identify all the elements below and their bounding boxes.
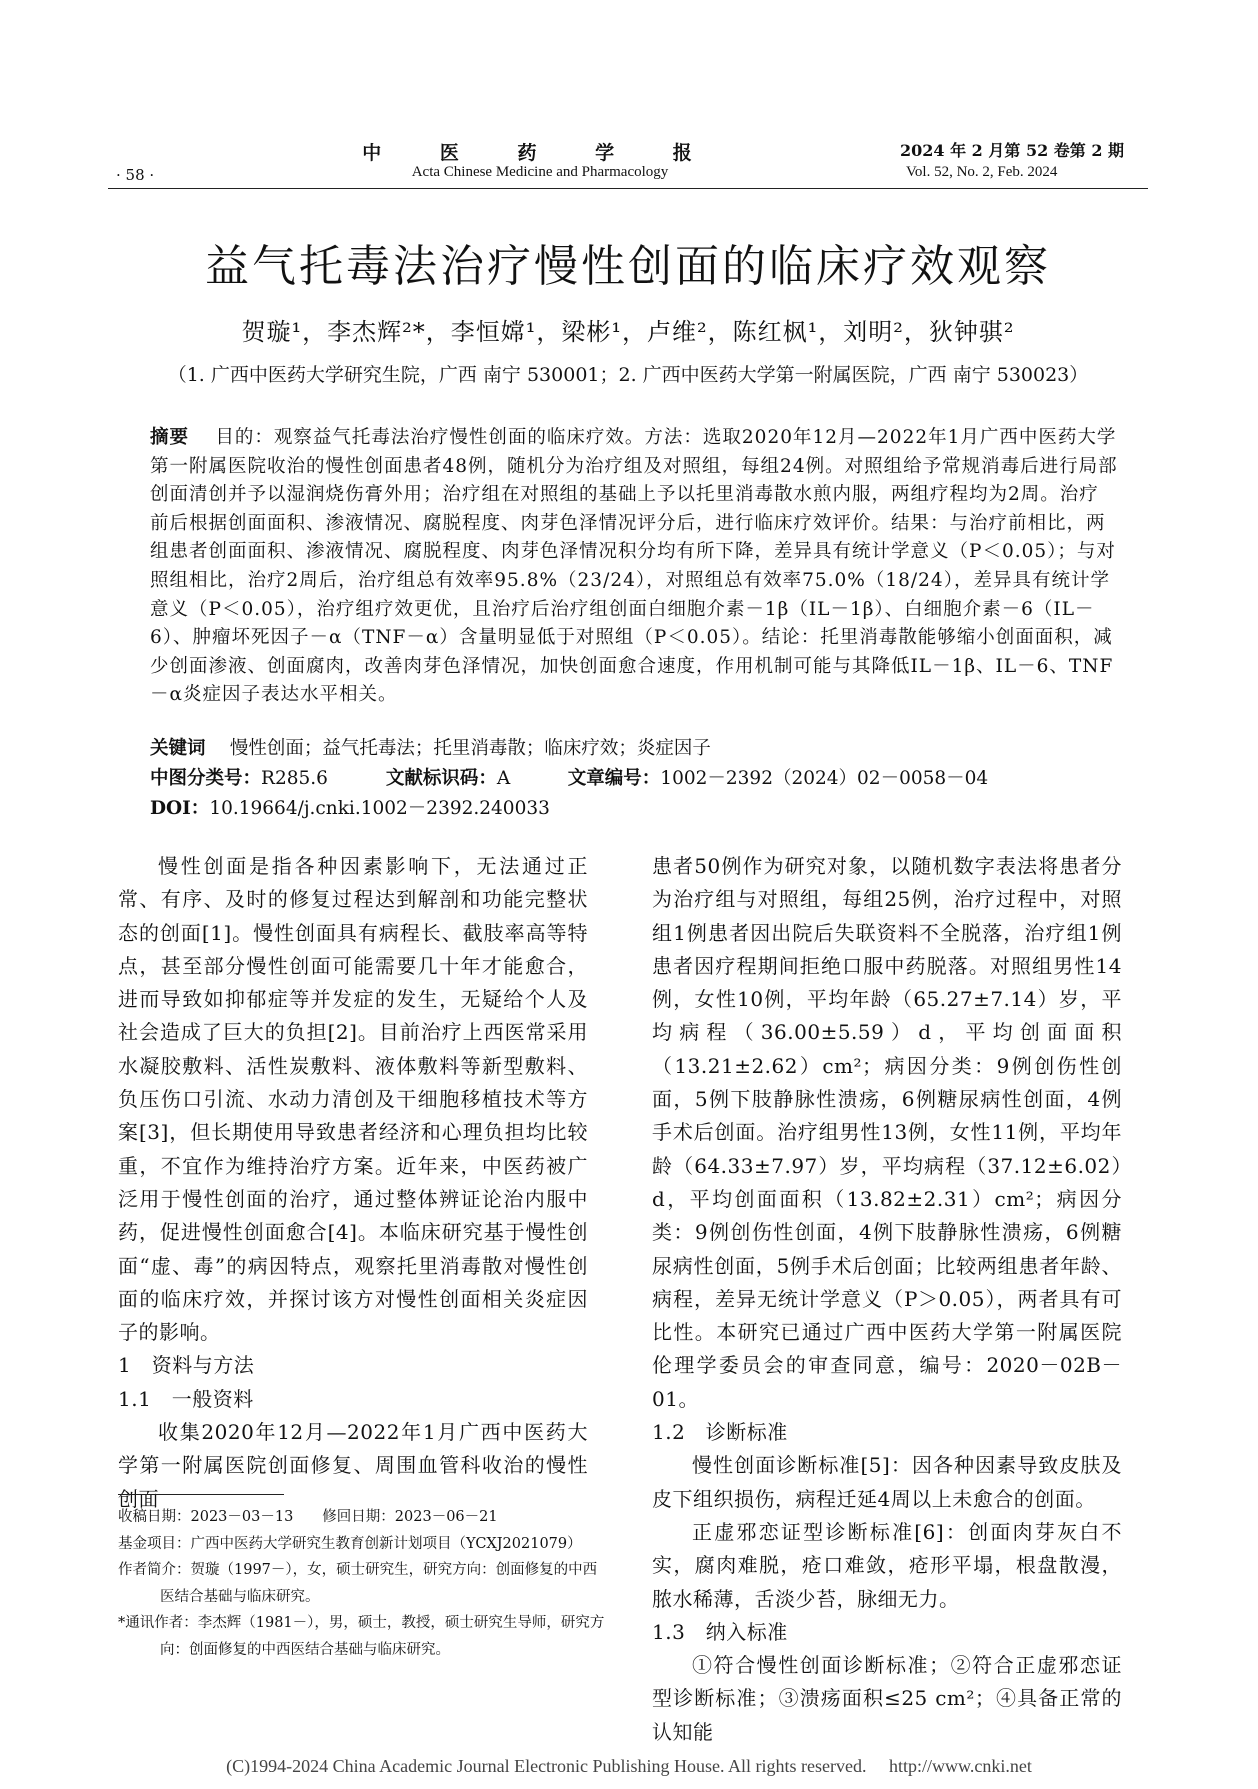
article-no-label: 文章编号： <box>567 768 661 789</box>
article-title: 益气托毒法治疗慢性创面的临床疗效观察 <box>205 241 1051 292</box>
section-heading-1-1: 1.1 一般资料 <box>118 1386 254 1411</box>
patients-paragraph: 患者50例作为研究对象，以随机数字表法将患者分为治疗组与对照组，每组25例，治疗过程中，对照组1例患者因出院后失联资料不全脱落，治疗组1例患者因疗程期间拒绝口服中药脱落。对照组男性14例，女性10例，平均年龄（65.27±7.14）岁，平均病程（36.00±5.59）d，平均创面面积（13.21±2.62）cm²；病因分类：9例创伤性创面，5例下肢静脉性溃疡，6例糖尿病性创面，4例手术后创面。治疗组男性13例，女性11例，平均年龄（64.33±7.97）岁，平均病程（37.12±6.02）d，平均创面面积（13.82±2.31）cm²；病因分类：9例创伤性创面，4例下肢静脉性溃疡，6例糖尿病性创面，5例手术后创面；比较两组患者年龄、病程，差异无统计学意义（P＞0.05），两者具有可比性。本研究已通过广西中医药大学第一附属医院伦理学委员会的审查同意，编号：2020－02B－01。 <box>652 854 1122 1411</box>
clc-label: 中图分类号： <box>150 768 262 789</box>
keywords-line <box>150 734 1118 760</box>
body-left-column <box>118 850 588 1516</box>
doi-value: 10.19664/j.cnki.1002－2392.240033 <box>209 798 550 819</box>
article-no-value: 1002－2392（2024）02－0058－04 <box>660 768 989 789</box>
journal-name-en: Acta Chinese Medicine and Pharmacology <box>411 164 669 180</box>
copyright-notice: (C)1994-2024 China Academic Journal Electronic Publishing House. All rights reserved. http://www.cnki.net <box>226 1756 1032 1776</box>
doi-line <box>150 794 550 820</box>
body-right-column <box>652 850 1122 1749</box>
doc-code-value: A <box>496 768 511 789</box>
page-number: · 58 · <box>116 166 155 184</box>
section-heading-1-2: 1.2 诊断标准 <box>652 1420 788 1445</box>
keywords-label: 关键词 <box>150 738 206 759</box>
clc-value: R285.6 <box>261 768 328 789</box>
affiliations: （1. 广西中医药大学研究生院，广西 南宁 530001；2. 广西中医药大学第一附属医院，广西 南宁 530023） <box>167 364 1089 386</box>
author-bio: 作者简介：贺璇（1997－），女，硕士研究生，研究方向：创面修复的中西 <box>118 1562 598 1579</box>
classification-line <box>150 764 1118 790</box>
section-heading-1-3: 1.3 纳入标准 <box>652 1619 788 1644</box>
footnote-rule <box>118 1494 284 1495</box>
keywords: 慢性创面；益气托毒法；托里消毒散；临床疗效；炎症因子 <box>229 738 711 759</box>
author-bio-cont: 医结合基础与临床研究。 <box>160 1588 320 1605</box>
doc-code-label: 文献标识码： <box>385 768 497 789</box>
footnotes <box>118 1504 618 1664</box>
header-rule <box>108 188 1148 189</box>
section-heading-1: 1 资料与方法 <box>118 1353 255 1378</box>
abstract-label: 摘要 <box>150 427 190 448</box>
author-list: 贺璇¹，李杰辉²*，李恒嫦¹，梁彬¹，卢维²，陈红枫¹，刘明²，狄钟骐² <box>241 318 1015 346</box>
general-data-paragraph: 收集2020年12月—2022年1月广西中医药大学第一附属医院创面修复、周围血管科收治的慢性创面 <box>118 1420 588 1511</box>
journal-name-cn: 中 医 药 学 报 <box>362 142 718 164</box>
issue-cn: 2024 年 2 月第 52 卷第 2 期 <box>900 141 1125 160</box>
abstract <box>150 424 1118 710</box>
abstract-text: 目的：观察益气托毒法治疗慢性创面的临床疗效。方法：选取2020年12月—2022年1月广西中医药大学第一附属医院收治的慢性创面患者48例，随机分为治疗组及对照组，每组24例。对照组给予常规消毒后进行局部创面清创并予以湿润烧伤膏外用；治疗组在对照组的基础上予以托里消毒散水煎内服，两组疗程均为2周。治疗前后根据创面面积、渗液情况、腐脱程度、肉芽色泽情况评分后，进行临床疗效评价。结果：与治疗前相比，两组患者创面面积、渗液情况、腐脱程度、肉芽色泽情况积分均有所下降，差异具有统计学意义（P＜0.05）；与对照组相比，治疗2周后，治疗组总有效率95.8%（23/24），对照组总有效率75.0%（18/24），差异具有统计学意义（P＜0.05），治疗组疗效更优，且治疗后治疗组创面白细胞介素－1β（IL－1β）、白细胞介素－6（IL－6）、肿瘤坏死因子－α（TNF－α）含量明显低于对照组（P＜0.05）。结论：托里消毒散能够缩小创面面积，减少创面渗液、创面腐肉，改善肉芽色泽情况，加快创面愈合速度，作用机制可能与其降低IL－1β、IL－6、TNF－α炎症因子表达水平相关。 <box>150 427 1118 706</box>
issue-en: Vol. 52, No. 2, Feb. 2024 <box>906 164 1058 180</box>
corresponding-author: *通讯作者：李杰辉（1981－），男，硕士，教授，硕士研究生导师，研究方 <box>118 1615 605 1632</box>
fund-info: 基金项目：广西中医药大学研究生教育创新计划项目（YCXJ2021079） <box>118 1535 582 1552</box>
diagnosis-paragraph-1: 慢性创面诊断标准[5]：因各种因素导致皮肤及皮下组织损伤，病程迁延4周以上未愈合的创面。 <box>652 1453 1122 1511</box>
doi-label: DOI： <box>150 798 210 819</box>
diagnosis-paragraph-2: 正虚邪恋证型诊断标准[6]：创面肉芽灰白不实，腐肉难脱，疮口难敛，疮形平塌，根盘散漫，脓水稀薄，舌淡少苔，脉细无力。 <box>652 1519 1122 1611</box>
intro-paragraph: 慢性创面是指各种因素影响下，无法通过正常、有序、及时的修复过程达到解剖和功能完整状态的创面[1]。慢性创面具有病程长、截肢率高等特点，甚至部分慢性创面可能需要几十年才能愈合，进而导致如抑郁症等并发症的发生，无疑给个人及社会造成了巨大的负担[2]。目前治疗上西医常采用水凝胶敷料、活性炭敷料、液体敷料等新型敷料、负压伤口引流、水动力清创及干细胞移植技术等方案[3]，但长期使用导致患者经济和心理负担均比较重，不宜作为维持治疗方案。近年来，中医药被广泛用于慢性创面的治疗，通过整体辨证论治内服中药，促进慢性创面愈合[4]。本临床研究基于慢性创面“虚、毒”的病因特点，观察托里消毒散对慢性创面的临床疗效，并探讨该方对慢性创面相关炎症因子的影响。 <box>118 854 588 1345</box>
received-date: 收稿日期：2023－03－13 修回日期：2023－06－21 <box>118 1509 498 1525</box>
corresponding-author-cont: 向：创面修复的中西医结合基础与临床研究。 <box>160 1641 450 1658</box>
inclusion-paragraph: ①符合慢性创面诊断标准；②符合正虚邪恋证型诊断标准；③溃疡面积≤25 cm²；④具备正常的认知能 <box>652 1653 1122 1744</box>
